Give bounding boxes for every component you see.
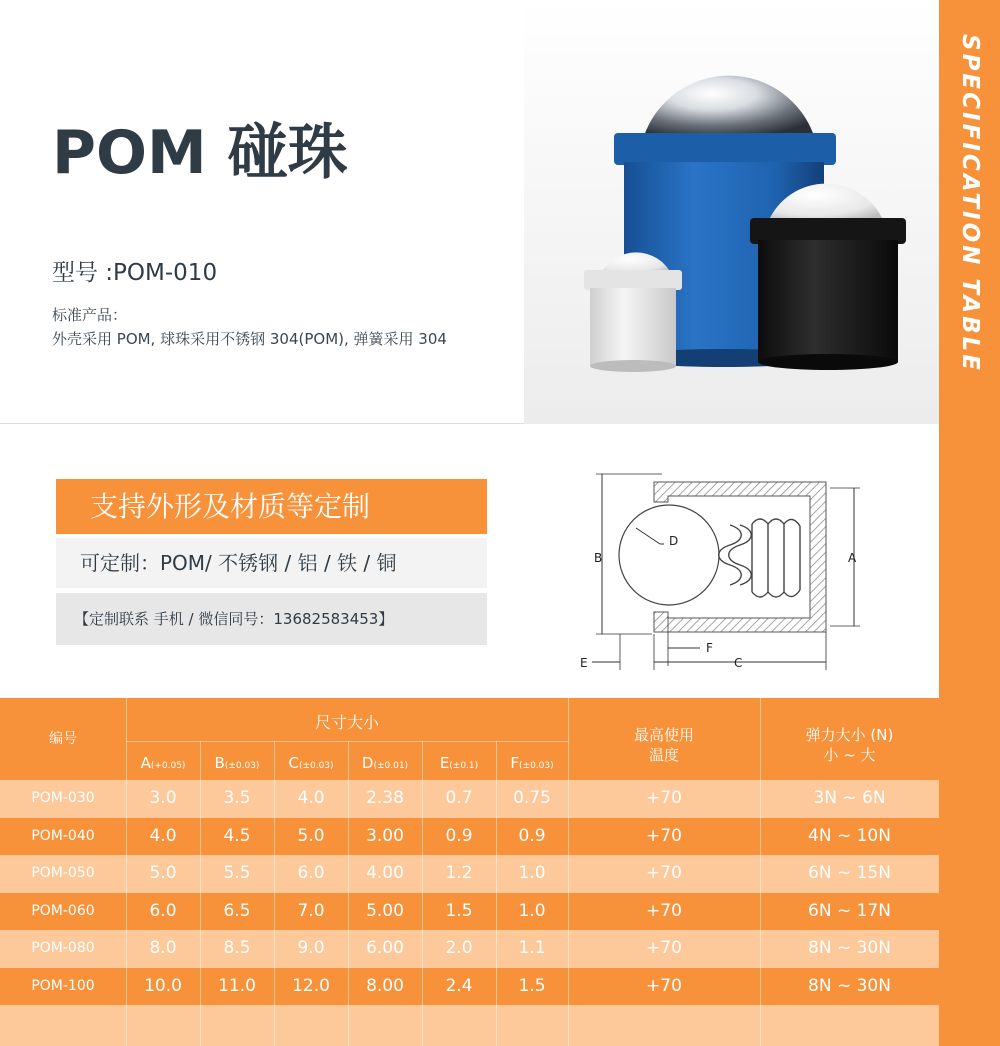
cell-d: 4.00 <box>366 863 404 883</box>
cell-d: 2.38 <box>366 788 404 808</box>
cell-temp: +70 <box>646 938 682 958</box>
cell-c: 12.0 <box>292 975 330 996</box>
cell-force: 8N ~ 30N <box>808 975 891 996</box>
table-row <box>0 893 939 931</box>
page-title: POM 碰珠 <box>52 118 348 188</box>
cell-f: 0.9 <box>518 825 546 846</box>
cell-id: POM-050 <box>31 865 95 881</box>
product-photo <box>524 0 939 424</box>
col-header-force: 弹力大小 (N) 小 ~ 大 <box>805 726 894 764</box>
cell-a: 3.0 <box>149 788 177 808</box>
diagram-label-e: E <box>580 656 588 670</box>
cell-d: 8.00 <box>366 975 404 996</box>
cell-c: 4.0 <box>297 788 325 808</box>
cell-b: 11.0 <box>218 975 256 996</box>
col-header-f: F(±0.03) <box>510 754 554 772</box>
product-header <box>0 0 939 424</box>
col-header-e: E(±0.1) <box>439 754 479 772</box>
customization-materials: 可定制：POM/ 不锈钢 / 铝 / 铁 / 铜 <box>56 538 487 588</box>
customization-heading: 支持外形及材质等定制 <box>56 479 487 534</box>
cell-e: 1.2 <box>445 863 473 883</box>
cell-id: POM-030 <box>31 790 95 806</box>
cell-f: 1.0 <box>518 900 546 921</box>
col-header-d: D(±0.01) <box>361 754 409 772</box>
cell-temp: +70 <box>646 825 682 846</box>
cell-c: 7.0 <box>297 900 325 921</box>
cell-d: 3.00 <box>366 825 404 846</box>
cell-e: 1.5 <box>445 900 473 921</box>
table-row <box>0 780 939 818</box>
cell-force: 6N ~ 17N <box>808 900 891 921</box>
diagram-label-d: D <box>669 534 679 548</box>
description-label: 标准产品： <box>52 306 128 324</box>
cell-f: 0.75 <box>513 788 551 808</box>
description-materials: 外壳采用 POM, 球珠采用不锈钢 304(POM), 弹簧采用 304 <box>52 330 447 348</box>
cell-d: 6.00 <box>366 938 404 958</box>
diagram-label-f: F <box>706 641 713 655</box>
cell-force: 8N ~ 30N <box>808 938 891 958</box>
table-row <box>0 968 939 1006</box>
cell-b: 3.5 <box>223 788 251 808</box>
col-header-size-group: 尺寸大小 <box>314 713 379 732</box>
cell-b: 6.5 <box>223 900 251 921</box>
col-header-c: C(±0.03) <box>288 754 334 772</box>
col-header-a: A(+0.05) <box>140 754 186 772</box>
col-header-id: 编号 <box>49 731 77 747</box>
cell-b: 8.5 <box>223 938 251 958</box>
cell-c: 5.0 <box>297 825 325 846</box>
model-number: 型号 :POM-010 <box>52 260 218 286</box>
cell-b: 4.5 <box>223 825 251 846</box>
cell-id: POM-060 <box>31 902 95 919</box>
cell-f: 1.0 <box>518 863 546 883</box>
table-row <box>0 855 939 893</box>
table-row <box>0 930 939 968</box>
cell-id: POM-080 <box>31 940 95 956</box>
diagram-label-a: A <box>848 551 857 565</box>
cell-a: 6.0 <box>149 900 177 921</box>
technical-drawing <box>572 466 872 676</box>
cell-a: 4.0 <box>149 825 177 846</box>
cell-id: POM-100 <box>31 977 95 994</box>
cell-f: 1.1 <box>518 938 546 958</box>
cell-a: 8.0 <box>149 938 177 958</box>
product-illustration <box>524 0 939 424</box>
cell-d: 5.00 <box>366 900 404 921</box>
cell-a: 5.0 <box>149 863 177 883</box>
cell-c: 6.0 <box>297 863 325 883</box>
diagram-label-c: C <box>734 656 743 670</box>
spec-table <box>0 698 939 1046</box>
col-header-temp: 最高使用 温度 <box>633 726 694 764</box>
table-row <box>0 818 939 856</box>
cell-e: 2.4 <box>445 975 473 996</box>
cell-temp: +70 <box>646 975 682 996</box>
cell-temp: +70 <box>646 900 682 921</box>
table-row <box>0 1005 939 1043</box>
cell-f: 1.5 <box>518 975 546 996</box>
cell-e: 2.0 <box>445 938 473 958</box>
diagram-label-b: B <box>594 551 603 565</box>
customization-contact: 【定制联系 手机 / 微信同号：13682583453】 <box>56 593 487 645</box>
cell-force: 6N ~ 15N <box>808 863 891 883</box>
cell-temp: +70 <box>646 863 682 883</box>
cell-e: 0.9 <box>445 825 473 846</box>
cell-e: 0.7 <box>445 788 473 808</box>
cell-id: POM-040 <box>31 827 95 844</box>
side-label: SPECIFICATION TABLE <box>957 34 983 373</box>
dimension-diagram <box>572 466 872 676</box>
cell-force: 3N ~ 6N <box>813 788 886 808</box>
col-header-b: B(±0.03) <box>214 754 260 772</box>
table-header <box>0 698 939 780</box>
cell-temp: +70 <box>646 788 682 808</box>
cell-b: 5.5 <box>223 863 251 883</box>
cell-c: 9.0 <box>297 938 325 958</box>
white-ball-plunger <box>584 252 682 372</box>
cell-force: 4N ~ 10N <box>808 825 891 846</box>
cell-a: 10.0 <box>144 975 182 996</box>
